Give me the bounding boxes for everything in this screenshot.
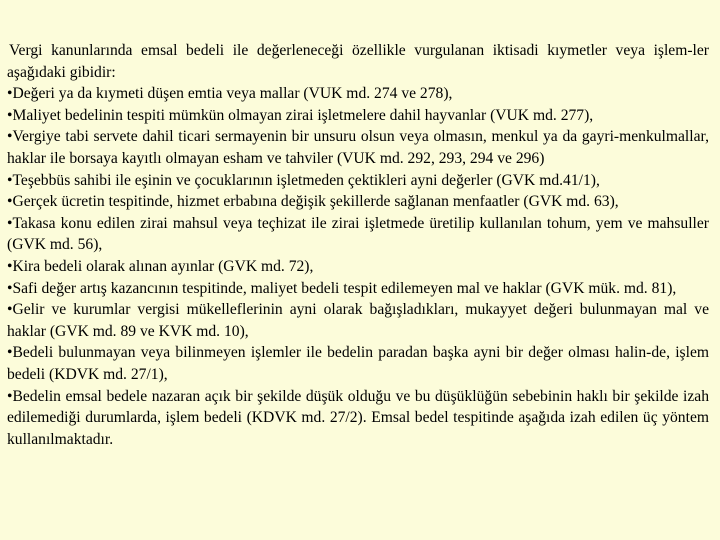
list-item: •Değeri ya da kıymeti düşen emtia veya mallar (VUK md. 274 ve 278), — [7, 85, 453, 103]
list-item: •Takasa konu edilen zirai mahsul veya teçhizat ile zirai işletmede üretilip kullanılan tohum, yem ve mahsuller (GVK md. 56), — [7, 214, 709, 254]
list-item: •Maliyet bedelinin tespiti mümkün olmayan zirai işletmelere dahil hayvanlar (VUK md. 277), — [7, 106, 594, 124]
list-item: •Bedelin emsal bedele nazaran açık bir şekilde düşük olduğu ve bu düşüklüğün sebebinin haklı bir şekilde izah edilemediği durumlarda, işlem bedeli (KDVK md. 27/2). Emsal bedel tespitinde aşağıda izah edilen üç yöntem kullanılmaktadır. — [7, 387, 709, 448]
list-item: •Teşebbüs sahibi ile eşinin ve çocuklarının işletmeden çektikleri ayni değerler (GVK md.41/1), — [7, 171, 600, 189]
list-item: •Vergiye tabi servete dahil ticari sermayenin bir unsuru olsun veya olmasın, menkul ya da gayri-menkulmallar, haklar ile borsaya kayıtlı olmayan esham ve tahviler (VUK md. 292, 293, 294 ve 296) — [7, 128, 709, 167]
list-item: •Kira bedeli olarak alınan ayınlar (GVK md. 72), — [7, 257, 314, 275]
list-item: •Safi değer artış kazancının tespitinde, maliyet bedeli tespit edilemeyen mal ve haklar (GVK mük. md. 81), — [7, 279, 677, 297]
intro-paragraph: Vergi kanunlarında emsal bedeli ile değerleneceği özellikle vurgulanan iktisadi kıymetler veya işlem-ler aşağıdaki gibidir: — [7, 42, 709, 81]
list-item: •Bedeli bulunmayan veya bilinmeyen işlemler ile bedelin paradan başka ayni bir değer olması halin-de, işlem bedeli (KDVK md. 27/1), — [7, 344, 709, 383]
list-item: •Gelir ve kurumlar vergisi mükelleflerinin ayni olarak bağışladıkları, mukayyet değeri bulunmayan mal ve haklar (GVK md. 89 ve KVK md. 10), — [7, 301, 709, 340]
list-item: •Gerçek ücretin tespitinde, hizmet erbabına değişik şekillerde sağlanan menfaatler (GVK md. 63), — [7, 193, 619, 211]
body-text — [7, 40, 709, 450]
